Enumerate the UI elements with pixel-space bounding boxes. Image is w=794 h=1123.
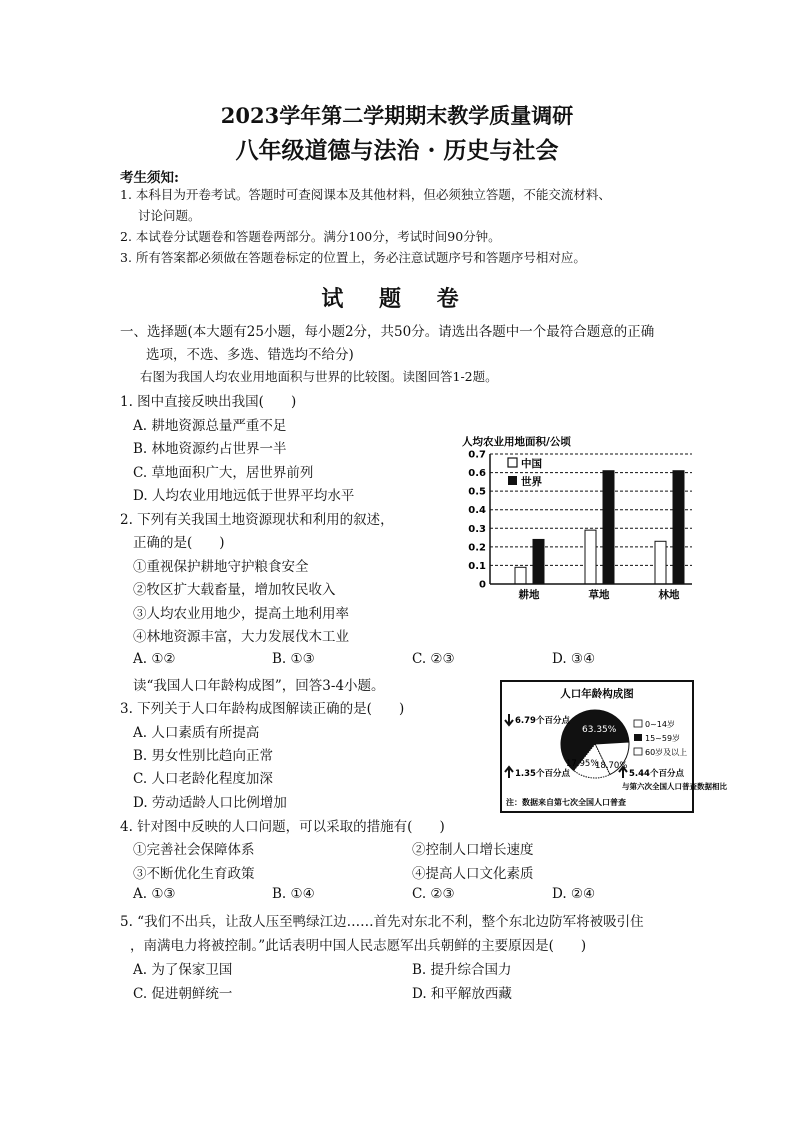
y-tick-label: 0.1 — [468, 560, 486, 572]
q4-option-c[interactable]: C. ②③ — [412, 886, 455, 902]
annotation-down: 6.79个百分点 — [515, 716, 570, 726]
notice-heading: 考生须知: — [120, 170, 179, 186]
intro-q1-2: 右图为我国人均农业用地面积与世界的比较图。读图回答1-2题。 — [140, 369, 498, 384]
y-tick-label: 0.4 — [468, 505, 486, 517]
q2-stem-cont: 正确的是( ) — [133, 535, 225, 551]
exam-title: 2023学年第二学期期末教学质量调研 — [220, 103, 574, 128]
q1-option-c[interactable]: C. 草地面积广大，居世界前列 — [133, 465, 314, 481]
pie-label-elderly: 18.70% — [595, 761, 628, 771]
pie-legend-elderly: 60岁及以上 — [645, 748, 688, 757]
q1-option-a[interactable]: A. 耕地资源总量严重不足 — [133, 418, 287, 434]
exam-subtitle: 八年级道德与法治 · 历史与社会 — [235, 137, 559, 164]
q1-option-d[interactable]: D. 人均农业用地远低于世界平均水平 — [133, 488, 355, 504]
bar-china-1 — [585, 530, 596, 584]
q3-option-a[interactable]: A. 人口素质有所提高 — [133, 725, 260, 741]
bar-chart-title: 人均农业用地面积/公顷 — [462, 436, 571, 448]
pie-label-children: 17.95% — [566, 759, 599, 769]
y-tick-label: 0 — [479, 579, 486, 591]
pie-label-working-age: 63.35% — [582, 725, 617, 735]
part1-heading-cont: 选项，不选、多选、错选均不给分) — [146, 347, 354, 363]
legend-label-china: 中国 — [521, 458, 542, 470]
legend-swatch-world — [508, 476, 517, 485]
pie-title: 人口年龄构成图 — [560, 688, 634, 700]
intro-q3-4: 读“我国人口年龄构成图”，回答3-4小题。 — [133, 678, 385, 694]
farmland-bar-chart — [456, 436, 696, 606]
bar-world-1 — [603, 471, 614, 584]
y-tick-label: 0.6 — [468, 468, 486, 480]
q3-option-d[interactable]: D. 劳动适龄人口比例增加 — [133, 795, 287, 811]
x-category-label: 耕地 — [518, 589, 540, 601]
q5-option-d[interactable]: D. 和平解放西藏 — [412, 986, 512, 1002]
q4-option-d[interactable]: D. ②④ — [552, 886, 596, 902]
notice-item-1-cont: 讨论问题。 — [138, 208, 201, 223]
x-category-label: 草地 — [588, 589, 610, 601]
q1-option-b[interactable]: B. 林地资源约占世界一半 — [133, 441, 287, 457]
x-category-label: 林地 — [658, 589, 680, 601]
y-tick-label: 0.5 — [468, 486, 486, 498]
q1-stem: 1. 图中直接反映出我国( ) — [120, 394, 297, 410]
y-tick-label: 0.2 — [468, 542, 486, 554]
bar-world-0 — [533, 539, 544, 584]
q2-statement-3: ③人均农业用地少，提高土地利用率 — [133, 606, 349, 622]
annotation-up-left: 1.35个百分点 — [515, 769, 570, 779]
annotation-up-right: 5.44个百分点 — [629, 769, 684, 779]
q4-statement-3: ③不断优化生育政策 — [133, 866, 255, 882]
q4-statement-4: ④提高人口文化素质 — [412, 866, 534, 882]
notice-item-2: 2. 本试卷分试题卷和答题卷两部分。满分100分，考试时间90分钟。 — [120, 229, 501, 244]
q2-statement-2: ②牧区扩大载畜量，增加牧民收入 — [133, 582, 336, 598]
q2-option-b[interactable]: B. ①③ — [272, 651, 315, 667]
up-arrow-icon — [505, 767, 513, 778]
q5-stem-cont: ，南满电力将被控制。”此话表明中国人民志愿军出兵朝鲜的主要原因是( ) — [130, 938, 587, 954]
q3-option-b[interactable]: B. 男女性别比趋向正常 — [133, 748, 274, 764]
q2-option-d[interactable]: D. ③④ — [552, 651, 596, 667]
q2-statement-1: ①重视保护耕地守护粮食安全 — [133, 559, 309, 575]
q2-option-a[interactable]: A. ①② — [133, 651, 176, 667]
q4-statement-1: ①完善社会保障体系 — [133, 842, 255, 858]
bar-china-2 — [655, 541, 666, 584]
q2-option-c[interactable]: C. ②③ — [412, 651, 455, 667]
pie-legend-swatch-children — [634, 720, 642, 727]
q3-option-c[interactable]: C. 人口老龄化程度加深 — [133, 771, 273, 787]
notice-item-1: 1. 本科目为开卷考试。答题时可查阅课本及其他材料，但必须独立答题，不能交流材料、 — [120, 187, 611, 202]
y-tick-label: 0.3 — [468, 523, 486, 535]
q4-option-a[interactable]: A. ①③ — [133, 886, 176, 902]
bar-china-0 — [515, 567, 526, 584]
part1-heading: 一、选择题(本大题有25小题，每小题2分，共50分。请选出各题中一个最符合题意的正确 — [120, 324, 655, 340]
pie-legend-working: 15~59岁 — [645, 734, 681, 743]
bar-world-2 — [673, 471, 684, 584]
q4-statement-2: ②控制人口增长速度 — [412, 842, 534, 858]
annotation-compare: 与第六次全国人口普查数据相比 — [622, 782, 727, 791]
q3-stem: 3. 下列关于人口年龄构成图解读正确的是( ) — [120, 701, 405, 717]
down-arrow-icon — [505, 714, 513, 725]
notice-item-3: 3. 所有答案都必须做在答题卷标定的位置上，务必注意试题序号和答题序号相对应。 — [120, 250, 586, 265]
section-title: 试 题 卷 — [321, 286, 473, 312]
legend-label-world: 世界 — [521, 476, 542, 488]
q4-stem: 4. 针对图中反映的人口问题，可以采取的措施有( ) — [120, 819, 445, 835]
y-tick-label: 0.7 — [468, 449, 486, 461]
legend-swatch-china — [508, 458, 517, 467]
q5-option-a[interactable]: A. 为了保家卫国 — [133, 962, 233, 978]
q4-option-b[interactable]: B. ①④ — [272, 886, 315, 902]
pie-legend-swatch-working — [634, 734, 642, 741]
pie-legend-swatch-elderly — [634, 748, 642, 755]
q5-option-c[interactable]: C. 促进朝鲜统一 — [133, 986, 233, 1002]
age-structure-chart — [500, 680, 727, 813]
q5-option-b[interactable]: B. 提升综合国力 — [412, 962, 512, 978]
q2-stem: 2. 下列有关我国土地资源现状和利用的叙述， — [120, 512, 394, 528]
pie-legend-children: 0~14岁 — [645, 720, 675, 729]
q5-stem: 5. “我们不出兵，让敌人压至鸭绿江边……首先对东北不利，整个东北边防军将被吸引住 — [120, 914, 644, 930]
q2-statement-4: ④林地资源丰富，大力发展伐木工业 — [133, 629, 349, 645]
annotation-note: 注：数据来自第七次全国人口普查 — [506, 798, 626, 807]
